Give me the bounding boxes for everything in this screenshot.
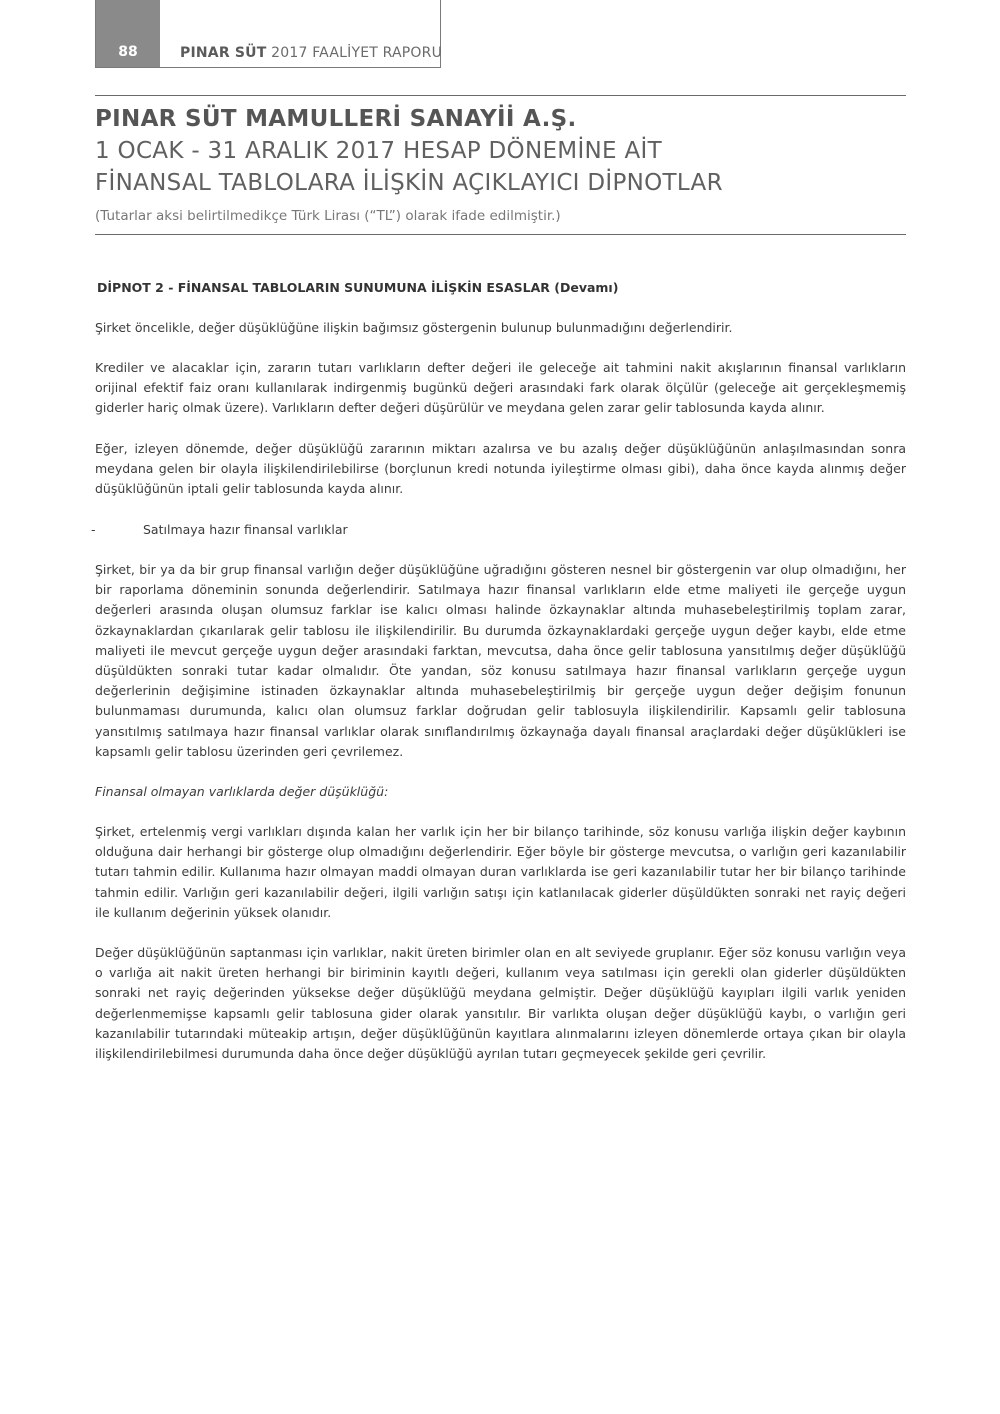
currency-note: (Tutarlar aksi belirtilmedikçe Türk Lirası (“TL”) olarak ifade edilmiştir.) xyxy=(95,208,561,224)
italic-subheading: Finansal olmayan varlıklarda değer düşüklüğü: xyxy=(95,784,389,799)
report-title-brand: PINAR SÜT xyxy=(180,45,267,61)
title-top-rule xyxy=(95,95,906,96)
report-title xyxy=(180,45,442,61)
report-title-rest: 2017 FAALİYET RAPORU xyxy=(266,45,443,61)
paragraph-3: Eğer, izleyen dönemde, değer düşüklüğü zararının miktarı azalırsa ve bu azalış değer düşüklüğünün anlaşılmasından sonra meydana gelen bir olayla ilişkilendirilebilirse (borçlunun kredi notunda iyileştirme olması gibi), daha önce kayda alınmış değer düşüklüğünün iptali gelir tablosunda kayda alınır. xyxy=(95,441,906,497)
company-name: PINAR SÜT MAMULLERİ SANAYİİ A.Ş. xyxy=(95,106,577,132)
bullet-text: Satılmaya hazır finansal varlıklar xyxy=(143,522,348,537)
notes-title: FİNANSAL TABLOLARA İLİŞKİN AÇIKLAYICI DİPNOTLAR xyxy=(95,170,723,196)
page-number: 88 xyxy=(118,44,138,60)
title-bottom-rule xyxy=(95,234,906,235)
paragraph-2: Krediler ve alacaklar için, zararın tutarı varlıkların defter değeri ile geleceğe ait tahmini nakit akışlarının finansal varlıkların orijinal efektif faiz oranı kullanılarak indirgenmiş bugünkü değeri arasındaki fark olarak ölçülür (geleceğe ait gerçekleşmemiş giderler hariç olmak üzere). Varlıkların defter değeri düşürülür ve meydana gelen zarar gelir tablosunda kayda alınır. xyxy=(95,360,906,416)
page-number-box xyxy=(96,0,160,67)
paragraph-6: Değer düşüklüğünün saptanması için varlıklar, nakit üreten birimler olan en alt seviyede gruplanır. Eğer söz konusu varlığın veya o varlığa ait nakit üreten herhangi bir biriminin kayıtlı değeri, kullanım veya satılması için gerekli olan giderler düşüldükten sonraki net rayiç değerinden yüksekse değer düşüklüğü meydana gelmiştir. Değer düşüklüğü kayıpları ilgili varlık yeniden değerlenmemişse kapsamlı gelir tablosuna gider olarak yansıtılır. Bir varlıkta oluşan değer düşüklüğü kaybı, o varlığın geri kazanılabilir tutarındaki müteakip artışın, değer düşüklüğünün kayıtlara alınmalarını izleyen dönemlerde ortaya çıkan bir olayla ilişkilendirilebilmesi durumunda daha önce değer düşüklüğü ayrılan tutarı geçmeyecek şekilde geri çevrilir. xyxy=(95,945,906,1062)
paragraph-5: Şirket, ertelenmiş vergi varlıkları dışında kalan her varlık için her bir bilanço tarihinde, söz konusu varlığa ilişkin değer kaybının olduğuna dair herhangi bir gösterge olup olmadığını değerlendirir. Eğer böyle bir gösterge mevcutsa, o varlığın geri kazanılabilir tutarı tahmin edilir. Kullanıma hazır olmayan maddi olmayan duran varlıklarda ise geri kazanılabilir tutar her bir bilanço tarihinde tahmin edilir. Varlığın geri kazanılabilir değeri, ilgili varlığın satışı için katlanılacak giderler düşüldükten sonraki net rayiç değeri ile kullanım değerinin yüksek olanıdır. xyxy=(95,824,906,920)
bullet-dash: - xyxy=(91,522,96,537)
period-title: 1 OCAK - 31 ARALIK 2017 HESAP DÖNEMİNE AİT xyxy=(95,138,662,164)
paragraph-4: Şirket, bir ya da bir grup finansal varlığın değer düşüklüğüne uğradığını gösteren nesnel bir göstergenin var olup olmadığını, her bir raporlama döneminin sonunda değerlendirir. Satılmaya hazır finansal varlıkların elde etme maliyeti ile gerçeğe uygun değerleri arasında oluşan olumsuz farklar ise kalıcı olması halinde özkaynaklar altında muhasebeleştirilmiş toplam zarar, özkaynaklardan çıkarılarak gelir tablosu ile ilişkilendirilir. Bu durumda özkaynaklardaki gerçeğe uygun değer kaybı, elde etme maliyeti ile mevcut gerçeğe uygun değer arasındaki farktan, mevcutsa, daha önce gelir tablosuna yansıtılmış değer düşüklüğü düşüldükten sonraki tutar kadar olmalıdır. Öte yandan, söz konusu satılmaya hazır finansal varlıkların gerçeğe uygun değerlerinin değişimine istinaden özkaynaklar altında muhasebeleştirilmiş bir gerçeğe uygun değer değişim fonunun bulunmaması durumunda, kalıcı olan olumsuz farklar doğrudan gelir tablosuyla ilişkilendirilir. Kapsamlı gelir tablosuna yansıtılmış satılmaya hazır finansal varlıklar olarak sınıflandırılmış özkaynağa dayalı finansal araçlardaki değer düşüklükleri ise kapsamlı gelir tablosu üzerinden geri çevrilemez. xyxy=(95,562,906,759)
paragraph-1: Şirket öncelikle, değer düşüklüğüne ilişkin bağımsız göstergenin bulunup bulunmadığını değerlendirir. xyxy=(95,320,733,335)
page-header xyxy=(95,0,441,68)
section-heading: DİPNOT 2 - FİNANSAL TABLOLARIN SUNUMUNA İLİŞKİN ESASLAR (Devamı) xyxy=(97,280,619,295)
